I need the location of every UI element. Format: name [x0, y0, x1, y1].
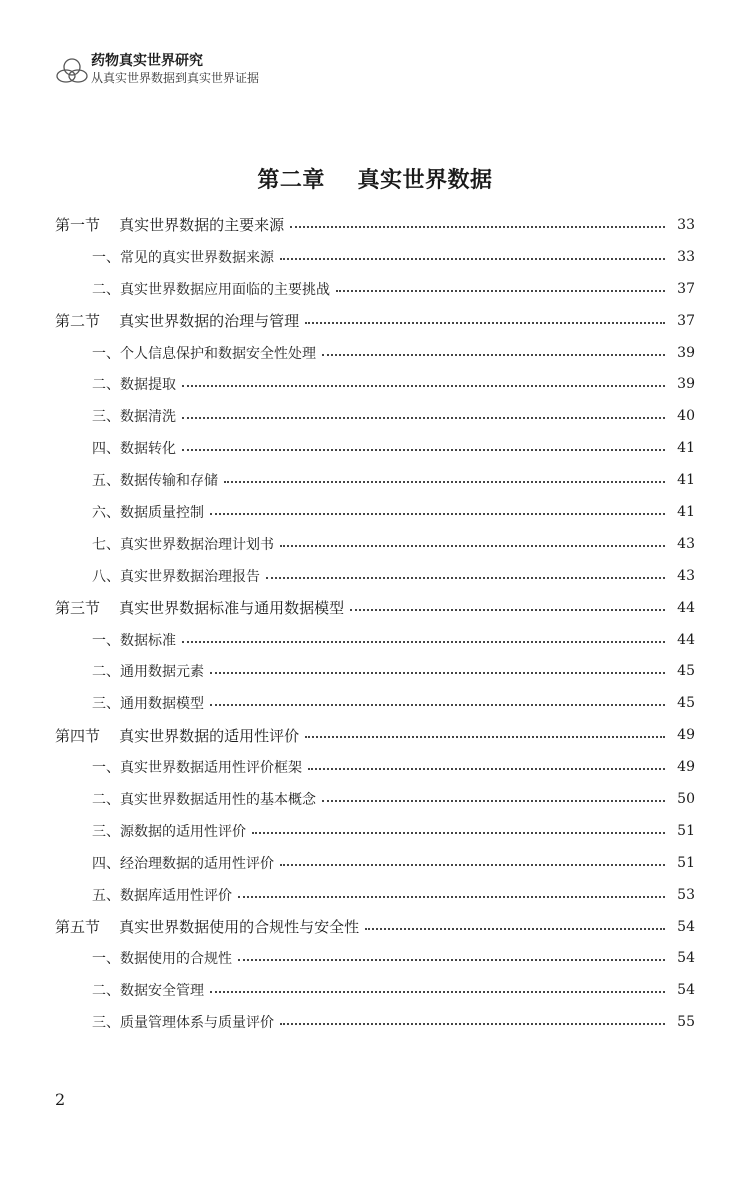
toc-entry-title: 第四节 真实世界数据的适用性评价: [55, 726, 300, 745]
toc-subsection-entry[interactable]: [55, 368, 695, 400]
toc-entry-page: 37: [677, 312, 695, 329]
toc-entry-page: 51: [677, 854, 695, 871]
toc-entry-title: 五、数据传输和存储: [92, 473, 218, 490]
toc-subsection-entry[interactable]: [55, 560, 695, 592]
book-subtitle: 从真实世界数据到真实世界证据: [91, 71, 260, 85]
toc-entry-page: 44: [677, 599, 695, 616]
toc-subsection-entry[interactable]: [55, 337, 695, 369]
toc-leader-dots: [182, 641, 665, 643]
toc-leader-dots: [322, 354, 665, 356]
toc-leader-dots: [182, 417, 665, 419]
toc-entry-page: 45: [677, 695, 695, 712]
toc-section-entry[interactable]: [55, 209, 695, 241]
table-of-contents: [55, 209, 695, 1038]
toc-entry-page: 45: [677, 663, 695, 680]
toc-leader-dots: [280, 258, 665, 260]
toc-entry-page: 33: [677, 216, 695, 233]
toc-entry-page: 39: [677, 344, 695, 361]
toc-entry-title: 第三节 真实世界数据标准与通用数据模型: [55, 599, 345, 618]
toc-entry-page: 44: [677, 631, 695, 648]
toc-leader-dots: [305, 736, 665, 738]
toc-leader-dots: [238, 959, 665, 961]
toc-entry-title: 四、数据转化: [92, 441, 176, 458]
toc-entry-page: 49: [677, 727, 695, 744]
toc-leader-dots: [210, 672, 665, 674]
toc-entry-title: 二、真实世界数据适用性的基本概念: [92, 791, 316, 808]
toc-subsection-entry[interactable]: [55, 464, 695, 496]
toc-leader-dots: [266, 577, 665, 579]
toc-entry-page: 51: [677, 822, 695, 839]
toc-subsection-entry[interactable]: [55, 400, 695, 432]
toc-entry-title: 二、真实世界数据应用面临的主要挑战: [92, 281, 330, 298]
header-text: [91, 52, 259, 86]
toc-leader-dots: [322, 800, 665, 802]
toc-subsection-entry[interactable]: [55, 783, 695, 815]
toc-entry-title: 二、通用数据元素: [92, 664, 204, 681]
toc-entry-title: 八、真实世界数据治理报告: [92, 568, 260, 585]
toc-entry-title: 四、经治理数据的适用性评价: [92, 855, 274, 872]
toc-subsection-entry[interactable]: [55, 655, 695, 687]
chapter-title: 第二章 真实世界数据: [257, 168, 493, 193]
toc-leader-dots: [290, 226, 665, 228]
toc-leader-dots: [305, 322, 665, 324]
toc-entry-page: 55: [677, 1014, 695, 1031]
toc-entry-title: 第二节 真实世界数据的治理与管理: [55, 312, 300, 331]
toc-entry-page: 53: [677, 886, 695, 903]
toc-entry-title: 三、源数据的适用性评价: [92, 823, 246, 840]
toc-entry-title: 二、数据安全管理: [92, 983, 204, 1000]
toc-entry-page: 41: [677, 472, 695, 489]
toc-leader-dots: [308, 768, 665, 770]
toc-leader-dots: [252, 832, 665, 834]
toc-entry-title: 第五节 真实世界数据使用的合规性与安全性: [55, 918, 360, 937]
toc-entry-title: 第一节 真实世界数据的主要来源: [55, 216, 285, 235]
toc-section-entry[interactable]: [55, 305, 695, 337]
toc-entry-page: 50: [677, 790, 695, 807]
toc-leader-dots: [210, 513, 665, 515]
toc-entry-page: 43: [677, 567, 695, 584]
toc-entry-title: 六、数据质量控制: [92, 504, 204, 521]
toc-entry-page: 41: [677, 503, 695, 520]
toc-entry-title: 一、个人信息保护和数据安全性处理: [92, 345, 316, 362]
toc-subsection-entry[interactable]: [55, 815, 695, 847]
toc-subsection-entry[interactable]: [55, 496, 695, 528]
toc-entry-title: 二、数据提取: [92, 377, 176, 394]
book-logo-icon: [55, 56, 89, 86]
toc-entry-page: 41: [677, 440, 695, 457]
toc-subsection-entry[interactable]: [55, 942, 695, 974]
toc-entry-title: 一、常见的真实世界数据来源: [92, 249, 274, 266]
toc-section-entry[interactable]: [55, 719, 695, 751]
toc-subsection-entry[interactable]: [55, 528, 695, 560]
toc-subsection-entry[interactable]: [55, 879, 695, 911]
toc-entry-title: 三、质量管理体系与质量评价: [92, 1015, 274, 1032]
toc-subsection-entry[interactable]: [55, 751, 695, 783]
toc-entry-title: 一、数据使用的合规性: [92, 951, 232, 968]
toc-leader-dots: [280, 1023, 665, 1025]
toc-entry-page: 37: [677, 280, 695, 297]
toc-leader-dots: [280, 545, 665, 547]
toc-section-entry[interactable]: [55, 592, 695, 624]
page-number: 2: [55, 1090, 66, 1109]
toc-entry-page: 54: [677, 982, 695, 999]
toc-leader-dots: [238, 896, 665, 898]
toc-entry-page: 33: [677, 248, 695, 265]
toc-leader-dots: [336, 290, 665, 292]
toc-entry-title: 五、数据库适用性评价: [92, 887, 232, 904]
toc-leader-dots: [182, 449, 665, 451]
toc-entry-title: 一、真实世界数据适用性评价框架: [92, 760, 302, 777]
toc-entry-page: 39: [677, 376, 695, 393]
toc-entry-title: 一、数据标准: [92, 632, 176, 649]
toc-subsection-entry[interactable]: [55, 847, 695, 879]
toc-subsection-entry[interactable]: [55, 624, 695, 656]
toc-section-entry[interactable]: [55, 911, 695, 943]
toc-entry-page: 54: [677, 918, 695, 935]
book-title: 药物真实世界研究: [91, 53, 203, 69]
toc-leader-dots: [210, 704, 665, 706]
toc-subsection-entry[interactable]: [55, 273, 695, 305]
toc-subsection-entry[interactable]: [55, 432, 695, 464]
toc-leader-dots: [280, 864, 665, 866]
toc-entry-page: 49: [677, 759, 695, 776]
toc-entry-title: 七、真实世界数据治理计划书: [92, 536, 274, 553]
toc-entry-title: 三、通用数据模型: [92, 696, 204, 713]
toc-leader-dots: [350, 609, 665, 611]
toc-entry-page: 43: [677, 535, 695, 552]
toc-leader-dots: [182, 385, 665, 387]
toc-entry-title: 三、数据清洗: [92, 409, 176, 426]
toc-entry-page: 40: [677, 408, 695, 425]
toc-subsection-entry[interactable]: [55, 687, 695, 719]
toc-entry-page: 54: [677, 950, 695, 967]
toc-subsection-entry[interactable]: [55, 974, 695, 1006]
toc-subsection-entry[interactable]: [55, 241, 695, 273]
toc-subsection-entry[interactable]: [55, 1006, 695, 1038]
toc-leader-dots: [224, 481, 665, 483]
toc-leader-dots: [365, 928, 665, 930]
toc-leader-dots: [210, 991, 665, 993]
